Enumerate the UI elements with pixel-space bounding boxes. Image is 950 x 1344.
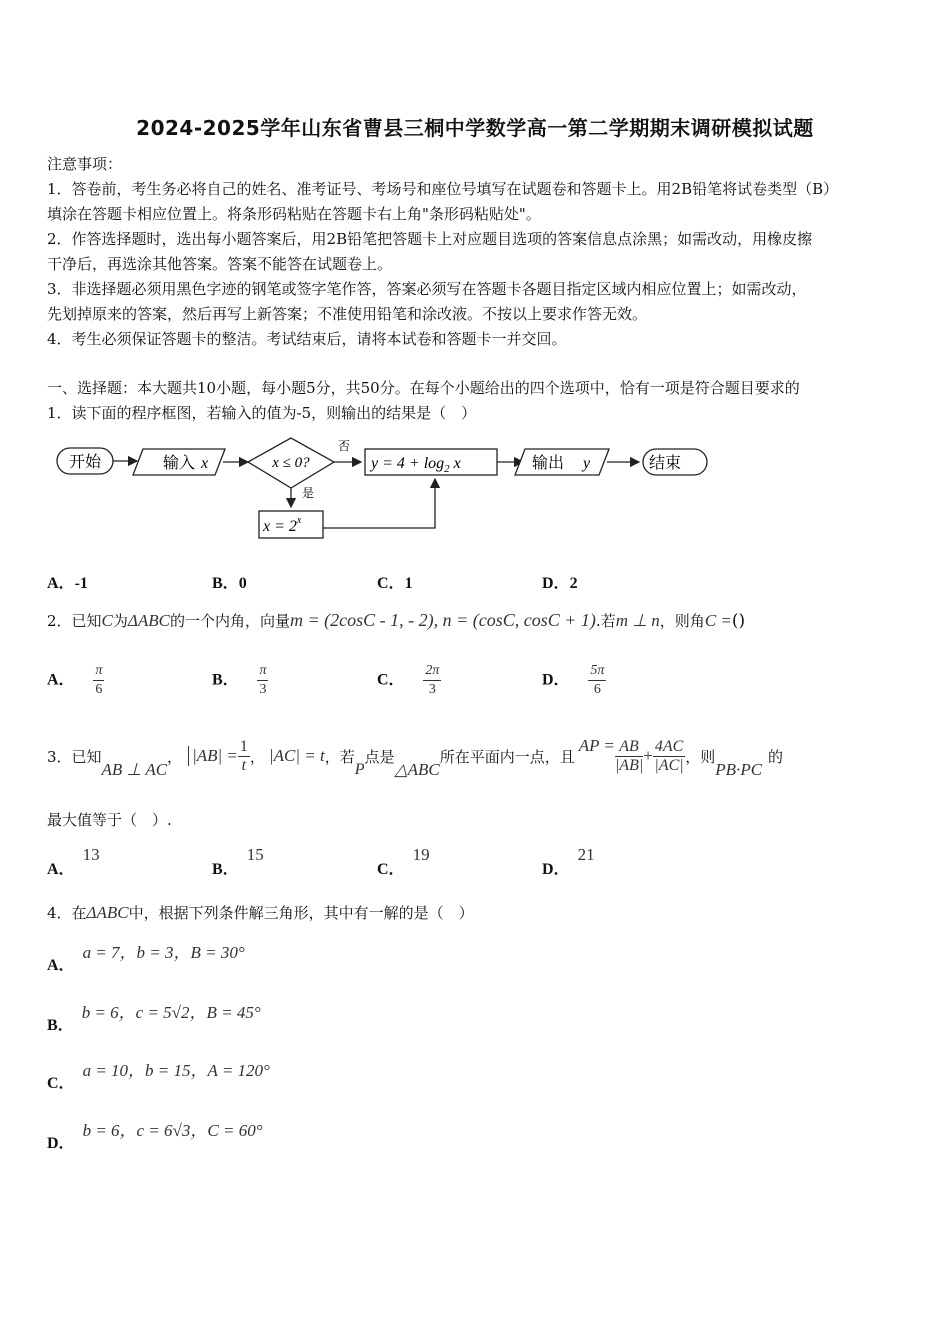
flow-output-label: 输出 xyxy=(532,455,565,472)
q3-option-a: A．13 xyxy=(47,845,100,878)
flow-input-label: 输入 xyxy=(163,455,196,472)
q1-option-c: C．1 xyxy=(377,575,413,592)
q3-option-c: C．19 xyxy=(377,845,430,878)
notice-line: 1．答卷前，考生务必将自己的姓名、准考证号、考场号和座位号填写在试题卷和答题卡上。用2B铅笔将试卷类型（B） xyxy=(47,180,839,198)
notice-line: 3．非选择题必须用黑色字迹的钢笔或签字笔作答，答案必须写在答题卡各题目指定区域内相应位置上；如需改动， xyxy=(47,280,807,298)
q2-option-d: D． $\frac{5\pi}{6}$ xyxy=(542,663,605,697)
flowchart xyxy=(55,432,715,544)
notice-line: 干净后，再选涂其他答案。答案不能答在试题卷上。 xyxy=(47,255,393,273)
q2-option-a: A． $\frac{\pi}{6}$ xyxy=(47,663,103,697)
q4-option-c: C．a = 10，b = 15，A = 120° xyxy=(47,1061,270,1092)
q2-option-b: B． $\frac{\pi}{3}$ xyxy=(212,663,267,697)
question-1-stem: 1．读下面的程序框图，若输入的值为-5，则输出的结果是（ ） xyxy=(47,404,477,422)
q3-option-d: D．21 xyxy=(542,845,595,878)
page-title: 2024-2025学年山东省曹县三桐中学数学高一第二学期期末调研模拟试题 xyxy=(136,116,814,140)
notice-line: 填涂在答题卡相应位置上。将条形码粘贴在答题卡右上角"条形码粘贴处"。 xyxy=(47,205,541,223)
flow-start-label: 开始 xyxy=(68,454,102,471)
notice-line: 4．考生必须保证答题卡的整洁。考试结束后，请将本试卷和答题卡一并交回。 xyxy=(47,330,567,348)
question-3-line2: 最大值等于（ ）. xyxy=(47,811,172,829)
question-3-stem: 3．已知 AB ⊥ AC ， |AB| = $\frac{1}{t}$ ， |AC| = t ，若 P 点是 △ABC 所在平面内一点，且 AP = $\frac{AB}{|AB|}$ + $\frac{4AC}{|AC|}$ ，则 PB·PC 的 xyxy=(47,736,784,779)
q1-option-d: D．2 xyxy=(542,575,578,592)
q3-option-b: B．15 xyxy=(212,845,264,878)
section-heading: 一、选择题：本大题共10小题，每小题5分，共50分。在每个小题给出的四个选项中，恰有一项是符合题目要求的 xyxy=(47,379,800,397)
q1-option-b: B．0 xyxy=(212,575,247,592)
q4-option-d: D．b = 6，c = 6√3，C = 60° xyxy=(47,1121,263,1152)
flow-condition-label: x ≤ 0? xyxy=(272,455,310,471)
flow-loop-label: $x = 2^x$ xyxy=(263,515,302,535)
q4-option-b: B．b = 6，c = 5√2，B = 45° xyxy=(47,1003,261,1034)
q4-option-a: A．a = 7，b = 3，B = 30° xyxy=(47,943,245,974)
question-4-stem: 4．在ΔABC中，根据下列条件解三角形，其中有一解的是（ ） xyxy=(47,903,474,922)
notice-line: 先划掉原来的答案，然后再写上新答案；不准使用铅笔和涂改液。不按以上要求作答无效。 xyxy=(47,305,648,323)
flow-input-var: x xyxy=(201,455,209,472)
flow-end-label: 结束 xyxy=(648,455,682,472)
q1-option-a: A．-1 xyxy=(47,575,88,592)
flow-assign-label: $y = 4 + \log_2 x$ xyxy=(371,455,461,475)
notice-heading: 注意事项： xyxy=(47,155,123,173)
flow-output-var: y xyxy=(583,455,591,472)
q2-option-c: C． $\frac{2\pi}{3}$ xyxy=(377,663,440,697)
question-2-stem: 2．已知C为ΔABC的一个内角，向量m = (2cosC - 1, - 2), n = (cosC, cosC + 1).若m ⊥ n，则角C =() xyxy=(47,610,746,631)
flow-yes-label: 是 xyxy=(302,486,315,500)
flow-no-label: 否 xyxy=(338,439,351,453)
notice-line: 2．作答选择题时，选出每小题答案后，用2B铅笔把答题卡上对应题目选项的答案信息点涂黑；如需改动，用橡皮擦 xyxy=(47,230,813,248)
